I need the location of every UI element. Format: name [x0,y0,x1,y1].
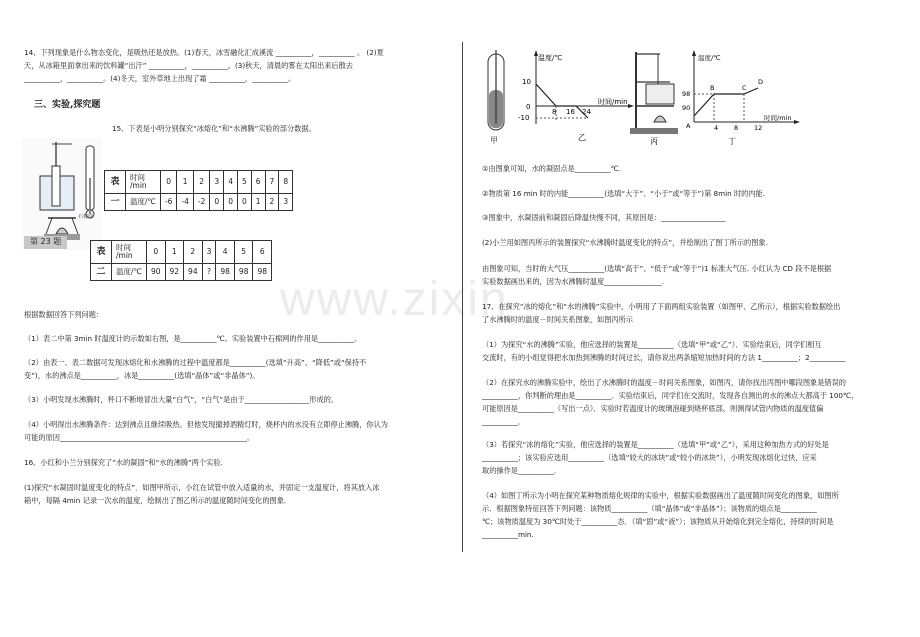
ding-xtick: 4 [714,124,719,132]
table1-time: 3 [210,171,224,194]
q15-part-2b: 变”)，水的沸点是__________，冰是__________(选填“晶体”或“非晶体”)。 [24,371,260,380]
q17-part-1a: （1）为探究“水的沸腾”实验，他应选择的装置是__________（选填“甲”或“乙”）．实验结束后，同学们相互 [482,340,822,349]
q17-part-3c: 取的操作是__________． [482,466,562,475]
table1-temp: 3 [279,194,293,211]
ding-ytick: 98 [682,90,691,98]
table1-time: 5 [237,171,251,194]
q15-intro: 15、下表是小明分别探究“冰熔化”和“水沸腾”实验的部分数据。 [112,124,316,133]
table1-temp: -2 [193,194,209,211]
ding-ylabel: 温度/℃ [698,54,721,62]
q16-internal-energy: ②物质第 16 min 时的内能__________(选填“大于”、“小于”或“等于”)第 8min 时的内能. [482,189,765,198]
yi-xtick: 16 [566,108,575,116]
q16-pressure-line: 由图象可知，当时的大气压__________(选填“高于”、“低于”或“等于”)1 标准大气压. 小红认为 CD 段不是根据 [482,264,832,273]
q17-part-2c: 可能原因是__________（写出一点）．实验时若温度计的玻璃泡碰到烧杯底部，则测得试管内物质的温度值偏 [482,404,824,413]
table1-time: 7 [265,171,279,194]
yi-xtick: 8 [552,108,557,116]
fig-label-yi: 乙 [578,133,586,142]
table2-temp: 90 [146,264,165,281]
table1-time: 1 [177,171,193,194]
q15-part-4b: 可能的原因____________________________________________________。 [24,433,255,442]
yi-curve [536,84,588,118]
table1-time-header: 时间 /min [126,171,161,194]
table1-temp: 0 [224,194,238,211]
q16-cooling-rate: ③图象中，水凝固前和凝固后降温快慢不同，其原因是：__________________ [482,213,726,222]
table2-row-label-top: 表 [91,241,112,264]
table1-temp: -6 [160,194,176,211]
table1-temp: 0 [210,194,224,211]
q17-intro-2: 了水沸腾时的温度－时间关系图象，如图丙所示 [482,315,633,324]
table1-temp-header: 温度/℃ [126,194,161,211]
table1-temp: -4 [177,194,193,211]
table2-temp: 92 [165,264,184,281]
ding-point-label: D [758,78,764,86]
watermark: www.zixin [280,273,509,326]
table2-temp: ? [202,264,216,281]
table2-time: 3 [202,241,216,264]
table1-temp: 2 [265,194,279,211]
section-title: 三、实验,探究题 [34,100,101,110]
yi-xlabel: 时间/min [598,98,628,106]
water-boiling-table [90,240,272,281]
q16-line-2: (1)探究“水凝固时温度变化的特点”．如图甲所示，小红在试管中放入适量的水，并固定一支温度计，将其放入冰 [24,483,380,492]
ding-point-label: B [710,84,715,92]
table2-temp: 94 [184,264,203,281]
q17-part-2d: __________． [482,417,526,426]
table2-temp: 98 [253,264,272,281]
q16-cd-line: 实验数据画出来的，因为水沸腾时温度________________. [482,277,664,286]
fig-label-ding: 丁 [728,137,736,146]
table2-temp: 98 [216,264,235,281]
figure-caption: 第 23 题 [24,236,67,249]
table2-time: 5 [234,241,253,264]
q17-part-3b: __________；该实验应选用__________（选填“较大的冰块”或“较小的冰块”），小明发现冰熔化过快，应采 [482,453,817,462]
q17-part-4b: 示．根据图象特征回答下列问题：该物质__________（填“晶体”或“非晶体”）；该物质的熔点是__________ [482,504,817,513]
table2-row-label-bottom: 二 [91,264,112,281]
thermometer-apparatus-figure [22,138,102,250]
yi-ytick: -10 [518,114,530,122]
freezing-graph-yi [518,50,636,146]
q14-line-3: __________，__________。(4)冬天，室外草地上出现了霜 __________，__________。 [24,74,296,83]
q16-line-3: 箱中，每隔 4min 记录一次水的温度，绘制出了图乙所示的温度随时间变化的图象. [24,496,287,505]
fig-label-bing: 丙 [650,137,658,146]
table1-time: 0 [160,171,176,194]
q17-part-4a: （4）如图丁所示为小明在探究某种物质熔化规律的实验中，根据实验数据画出了温度随时间变化的图象，如图所 [482,491,839,500]
table1-time: 2 [193,171,209,194]
table1-row-label-top: 表 [105,171,126,194]
melting-graph-ding [682,50,802,146]
yi-ylabel: 温度/℃ [538,54,563,62]
q17-part-1b: 交流时，有的小组觉得把水加热到沸腾的时间过长，请你说出两条缩短加热时间的方法 1__________；2__________ [482,353,846,362]
table2-temp: 98 [234,264,253,281]
table1-time: 4 [224,171,238,194]
ding-curve [694,88,758,116]
q16-part-2: (2)小兰用如图丙所示的装置探究“水沸腾时温度变化的特点”，并绘制出了图丁所示的图象. [482,238,768,247]
table1-row-label-bottom: 一 [105,194,126,211]
table2-time: 2 [184,241,203,264]
ice-melting-table [104,170,293,211]
table1-temp: 0 [237,194,251,211]
ding-ytick: 90 [682,104,691,112]
yi-xtick: 24 [582,108,591,116]
yi-ytick: 10 [522,78,531,86]
q17-part-3a: （3）若探究“冰的熔化”实验，他应选择的装置是__________（选填“甲”或“乙”），采用这种加热方式的好处是 [482,440,829,449]
table1-time: 8 [279,171,293,194]
table2-time: 6 [253,241,272,264]
ding-point-label: A [686,122,691,130]
table2-time-header: 时间 /min [112,241,147,264]
boiling-apparatus-figure [628,48,682,146]
fig-label-jia: 甲 [490,136,498,145]
table2-temp-header: 温度/℃ [112,264,147,281]
q17-intro-1: 17、在探究“冰的熔化”和“水的沸腾”实验中，小明用了下面两组实验装置（如图甲、乙所示），根据实验数据绘出 [482,302,841,311]
q15-part-3: （3）小明发现水沸腾时，杯口不断地冒出大量“白气”，“白气”是由于__________________形成的。 [24,395,339,404]
table2-time: 4 [216,241,235,264]
q16-freezing-point: ①由图象可知，水的凝固点是__________℃. [482,164,621,173]
q16-line-1: 16、小红和小兰分别探究了“水的凝固”和“水的沸腾”两个实验. [24,458,223,467]
table2-time: 1 [165,241,184,264]
q15-part-2a: （2）由表一、表二数据可发现冰熔化和水沸腾的过程中温度都是__________(选填“升高”、“降低”或“保持不 [24,358,367,367]
test-tube-figure [480,50,514,146]
ding-xtick: 8 [734,124,739,132]
right-column [466,0,920,637]
table2-time: 0 [146,241,165,264]
ding-xtick: 12 [754,124,763,132]
q14-line-2: 天，从冰箱里面拿出来的饮料罐“出汗” __________，__________。(3)秋天，清晨的雾在太阳出来后散去 [24,61,353,70]
q17-part-4c: ℃；该物质温度为 30℃时处于__________态．（填“固”或“液”）；该物质从开始熔化到完全熔化，持续的时间是 [482,517,834,526]
asbestos-label: 石棉网 [78,214,94,220]
yi-ytick: 0 [526,103,531,111]
ding-xlabel: 时间/min [764,114,792,122]
q17-part-4d: __________min. [482,530,534,539]
table1-temp: 1 [251,194,265,211]
q17-part-2a: （2）在探究水的沸腾实验中，绘出了水沸腾时的温度－时间关系图象，如图丙，请你找出丙图中哪段图象是错误的 [482,378,846,387]
ding-point-label: C [742,84,747,92]
q17-part-2b: __________，你判断的理由是__________．实验结束后，同学们在交流时，发现各自测出的水的沸点大都高于 100℃， [482,391,859,400]
q14-line-1: 14、下列现象是什么物态变化，是吸热还是放热。(1)春天，冰雪融化汇成溪流 __________，__________ 。 (2)夏 [24,48,384,57]
answer-intro: 根据数据回答下列问题： [24,310,104,319]
q15-part-1: （1）表二中第 3min 时温度计的示数如右图，是__________℃。实验装置中石棉网的作用是__________。 [24,334,362,343]
q15-part-4a: （4）小明得出水沸腾条件：达到沸点且继续吸热。但他发现撤掉酒精灯时，烧杯内的水没有立即停止沸腾，你认为 [24,420,388,429]
table1-time: 6 [251,171,265,194]
column-divider [462,42,463,552]
